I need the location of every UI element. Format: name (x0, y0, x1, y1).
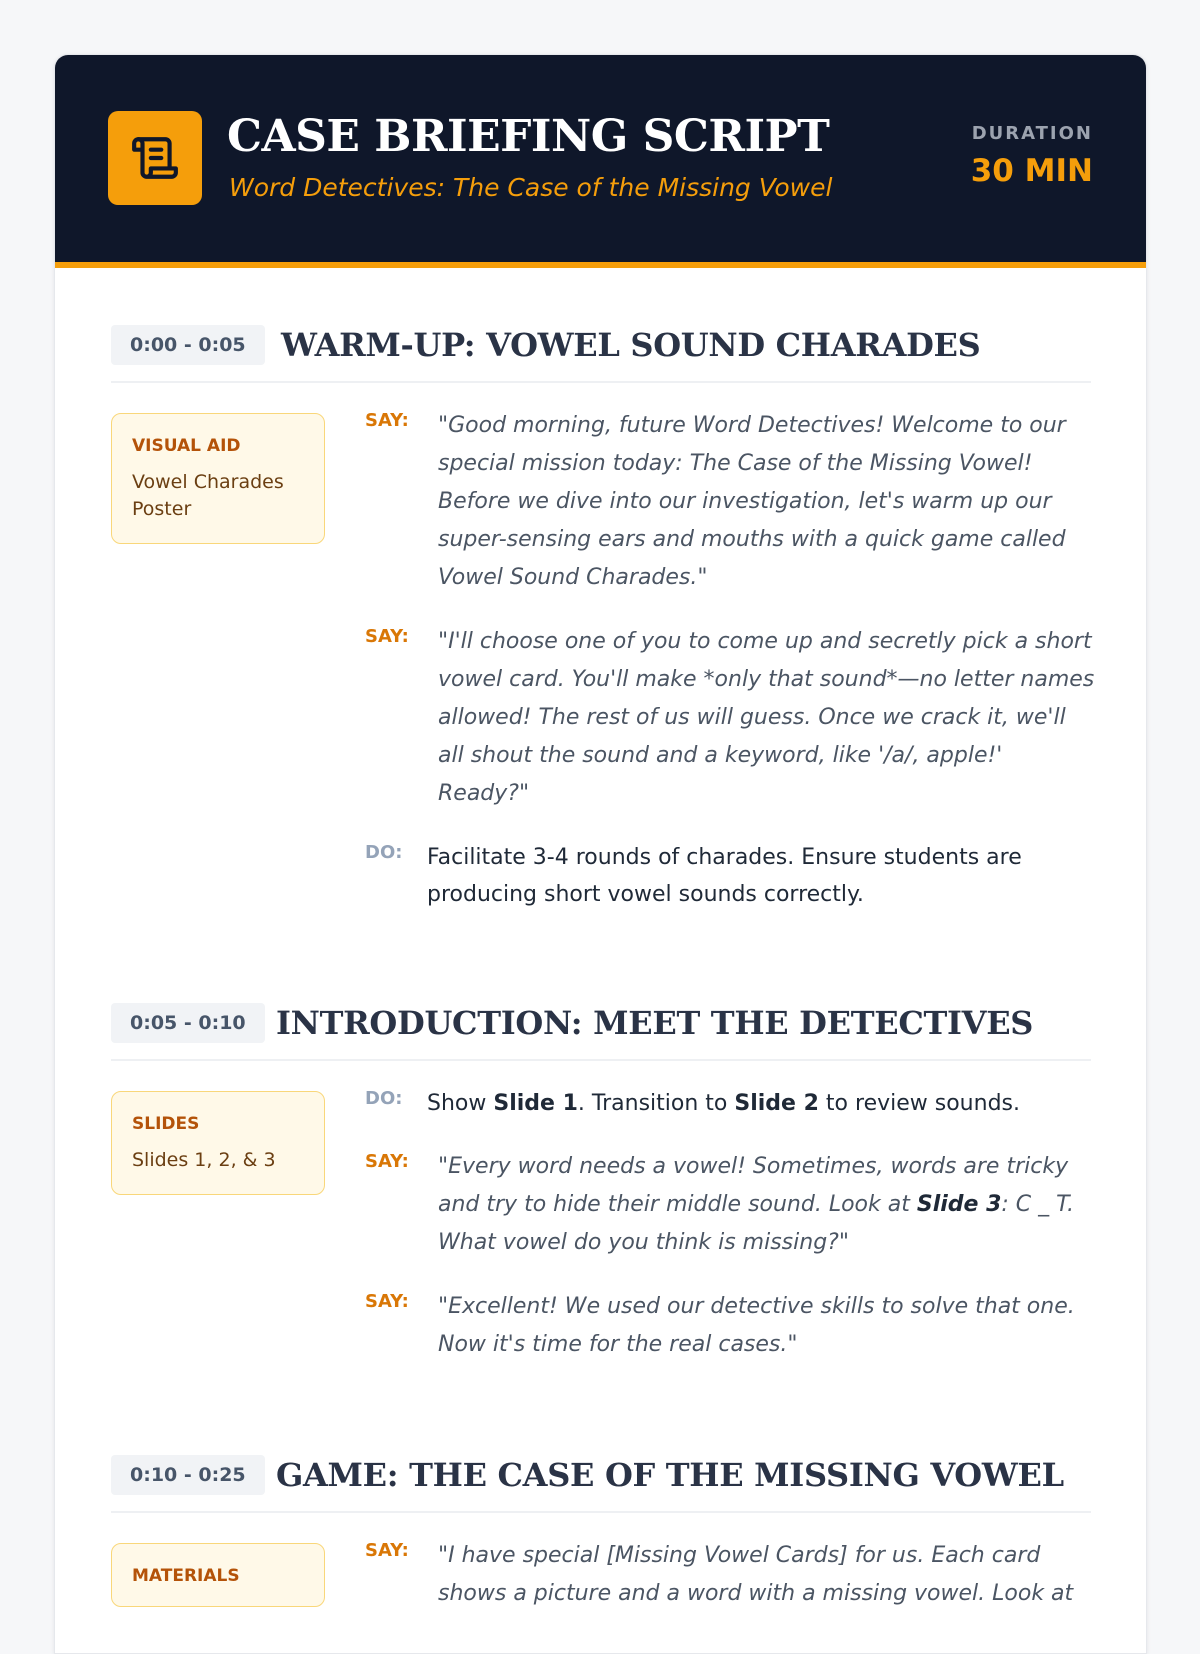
time-badge: 0:05 - 0:10 (111, 1003, 265, 1043)
slide-ref: Slide 2 (734, 1091, 819, 1116)
scroll-icon (130, 133, 180, 183)
say-text: "I'll choose one of you to come up and secretly pick a short vowel card. You'll make *only that sound*—no letter names allowed! The rest of us will guess. Once we crack it, we'll all shout the sound and a keyword, like '/a/, apple!' Ready?" (438, 629, 1095, 806)
do-text: Show Slide 1. Transition to Slide 2 to review sounds. (427, 1091, 1020, 1116)
say-tag: SAY: (365, 410, 409, 431)
time-badge: 0:00 - 0:05 (111, 325, 265, 365)
aid-text: Slides 1, 2, & 3 (132, 1149, 276, 1171)
do-line (365, 1085, 1095, 1122)
briefing-card (54, 54, 1147, 1654)
script-lines (365, 1537, 1095, 1613)
do-line (365, 839, 1095, 913)
aid-label: SLIDES (132, 1114, 200, 1134)
section-title: INTRODUCTION: MEET THE DETECTIVES (276, 1004, 1034, 1042)
say-line (365, 1288, 1095, 1364)
script-lines (365, 1085, 1095, 1364)
duration-label: DURATION (971, 123, 1093, 144)
section-header (111, 325, 1091, 383)
aid-label: MATERIALS (132, 1566, 240, 1586)
section-header (111, 1455, 1091, 1513)
say-line (365, 1537, 1095, 1613)
say-text: "Every word needs a vowel! Sometimes, words are tricky and try to hide their middle sound. Look at Slide 3: C _ T. What vowel do you think is missing?" (438, 1154, 1074, 1255)
slide-ref: Slide 3 (916, 1192, 1002, 1217)
logo-badge (108, 111, 202, 205)
say-text: "Excellent! We used our detective skills to solve that one. Now it's time for the real cases." (438, 1294, 1075, 1357)
section-title: WARM-UP: VOWEL SOUND CHARADES (281, 326, 981, 364)
script-lines (365, 407, 1095, 913)
aid-box (111, 1543, 325, 1607)
section-title: GAME: THE CASE OF THE MISSING VOWEL (276, 1456, 1064, 1494)
do-tag: DO: (365, 842, 403, 863)
time-badge: 0:10 - 0:25 (111, 1455, 265, 1495)
page-subtitle: Word Detectives: The Case of the Missing Vowel (229, 173, 833, 202)
section-warm-up (111, 325, 1095, 907)
say-text: "I have special [Missing Vowel Cards] for us. Each card shows a picture and a word with a missing vowel. Look at (438, 1543, 1074, 1606)
aid-box (111, 1091, 325, 1195)
duration-value: 30 MIN (970, 153, 1093, 189)
aid-text: Vowel Charades Poster (132, 471, 284, 520)
do-tag: DO: (365, 1088, 403, 1109)
section-game (111, 1455, 1091, 1606)
say-text: "Good morning, future Word Detectives! Welcome to our special mission today: The Case of the Missing Vowel! Before we dive into our investigation, let's warm up our super-sensing ears and mouths with a quick game called Vowel Sound Charades." (438, 413, 1066, 590)
say-tag: SAY: (365, 626, 409, 647)
say-tag: SAY: (365, 1151, 409, 1172)
aid-label: VISUAL AID (132, 436, 241, 456)
page-title: CASE BRIEFING SCRIPT (227, 111, 830, 162)
say-tag: SAY: (365, 1540, 409, 1561)
aid-box (111, 413, 325, 544)
section-introduction (111, 1003, 1091, 1357)
say-line (365, 407, 1095, 597)
section-header (111, 1003, 1091, 1061)
header (55, 55, 1146, 268)
say-line (365, 623, 1095, 813)
slide-ref: Slide 1 (493, 1091, 578, 1116)
say-tag: SAY: (365, 1291, 409, 1312)
say-line (365, 1148, 1095, 1262)
do-text: Facilitate 3-4 rounds of charades. Ensure students are producing short vowel sounds correctly. (427, 845, 1022, 907)
